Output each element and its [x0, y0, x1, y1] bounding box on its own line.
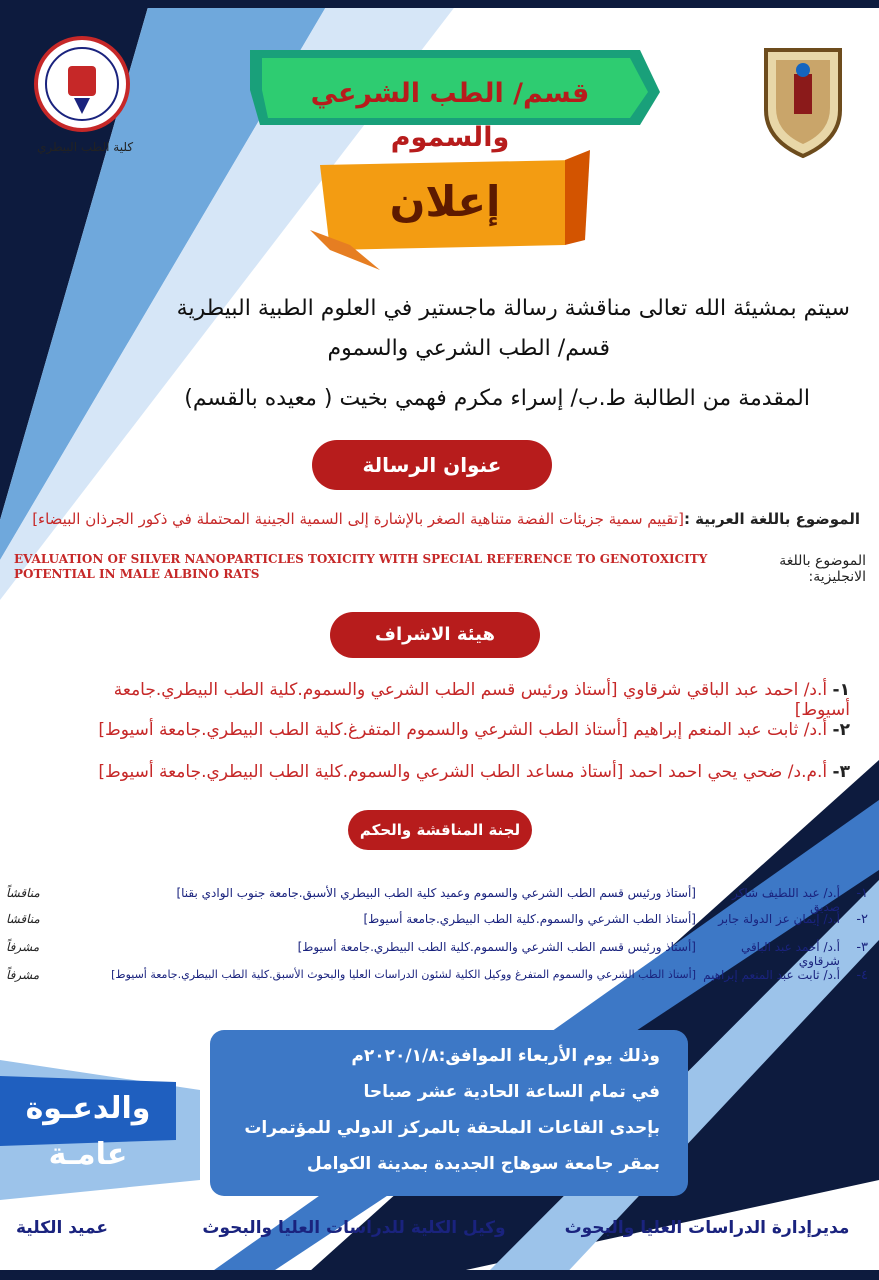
- thesis-arabic-label: الموضوع باللغة العربية :: [683, 510, 860, 528]
- committee-number: ٢-: [856, 912, 868, 927]
- left-logo-caption: كلية الطب البيطري: [36, 140, 134, 154]
- announcement-title: إعلان: [389, 177, 501, 226]
- signature-vice-dean: وكيل الكلية للدراسات العليا والبحوث: [202, 1218, 506, 1238]
- thesis-arabic-text: [تقييم سمية جزيئات الفضة متناهية الصغر بالإشارة إلى السمية الجينية المحتملة في ذكور الجرذان البيضاء]: [32, 510, 684, 528]
- committee-number: ٣-: [856, 940, 868, 955]
- supervisor-text: أ.د/ ثابت عبد المنعم إبراهيم [أستاذ الطب الشرعي والسموم المتفرغ.كلية الطب البيطري.جامعة أسيوط]: [98, 720, 828, 740]
- department-banner: قسم/ الطب الشرعي والسموم: [310, 78, 590, 153]
- invitation-banner: والدعـوة عامـة: [25, 1091, 151, 1172]
- thesis-english-label: الموضوع باللغة الانجليزية:: [779, 553, 866, 585]
- committee-role: [أستاذ الطب الشرعي والسموم.كلية الطب البيطري.جامعة أسيوط]: [363, 912, 696, 926]
- intro-line-2: قسم/ الطب الشرعي والسموم: [327, 336, 610, 361]
- committee-role: [أستاذ الطب الشرعي والسموم المتفرغ ووكيل الكلية لشئون الدراسات العليا والبحوث الأسبق.كلية الطب البيطري.جامعة أسيوط]: [111, 968, 696, 981]
- university-logo: [760, 40, 846, 160]
- committee-status: مشرفاً: [6, 968, 40, 982]
- supervisor-item: [60, 680, 850, 720]
- committee-name: أ.د/ ثابت عبد المنعم إبراهيم: [703, 968, 840, 982]
- committee-heading: لجنة المناقشة والحكم: [359, 821, 521, 839]
- committee-name: أ.د/ عبد اللطيف شاكر صديق: [732, 886, 840, 914]
- schedule-venue: بإحدى القاعات الملحقة بالمركز الدولي للمؤتمرات: [244, 1118, 660, 1138]
- committee-status: مناقشاً: [6, 886, 40, 900]
- thesis-arabic-title: [10, 510, 860, 528]
- thesis-heading: عنوان الرسالة: [362, 453, 502, 477]
- supervisor-number: ٢-: [832, 720, 850, 740]
- faculty-logo: [30, 36, 134, 132]
- supervisor-text: أ.د/ احمد عبد الباقي شرقاوي [أستاذ ورئيس قسم الطب الشرعي والسموم.كلية الطب البيطري.جامعة أسيوط]: [113, 680, 850, 720]
- intro-line-3: المقدمة من الطالبة ط.ب/ إسراء مكرم فهمي بخيت ( معيده بالقسم): [184, 386, 810, 411]
- supervisor-number: ٣-: [832, 762, 850, 782]
- committee-status: مشرفاً: [6, 940, 40, 954]
- committee-role: [أستاذ ورئيس قسم الطب الشرعي والسموم.كلية الطب البيطري.جامعة أسيوط]: [297, 940, 696, 954]
- thesis-english-title: EVALUATION OF SILVER NANOPARTICLES TOXICITY WITH SPECIAL REFERENCE TO GENOTOXICITY POTENTIAL IN MALE ALBINO RATS: [14, 552, 708, 581]
- schedule-location: بمقر جامعة سوهاج الجديدة بمدينة الكوامل: [306, 1154, 660, 1174]
- committee-number: ٤-: [856, 968, 868, 983]
- committee-name: أ.د/ إيمان عز الدولة جابر: [718, 912, 840, 926]
- signature-director: مديرإدارة الدراسات العليا والبحوث: [564, 1218, 850, 1238]
- committee-name: أ.د/ أحمد عبد الباقي شرقاوي: [740, 940, 840, 968]
- supervision-heading: هيئة الاشراف: [375, 624, 495, 645]
- committee-role: [أستاذ ورئيس قسم الطب الشرعي والسموم وعميد كلية الطب البيطري الأسبق.جامعة جنوب الوادي بقنا]: [176, 886, 696, 900]
- supervisor-text: أ.م.د/ ضحي يحي احمد احمد [أستاذ مساعد الطب الشرعي والسموم.كلية الطب البيطري.جامعة أسيوط]: [98, 762, 828, 782]
- signature-dean: عميد الكلية: [16, 1218, 108, 1238]
- committee-number: ١-: [856, 886, 868, 901]
- supervisor-item: [60, 720, 850, 740]
- schedule-time: في تمام الساعة الحادية عشر صباحا: [363, 1082, 660, 1102]
- supervisor-item: [60, 762, 850, 782]
- intro-line-1: سيتم بمشيئة الله تعالى مناقشة رسالة ماجستير في العلوم الطبية البيطرية: [176, 296, 850, 321]
- committee-status: مناقشا: [6, 912, 40, 926]
- schedule-date: وذلك يوم الأربعاء الموافق:٢٠٢٠/١/٨م: [351, 1046, 660, 1066]
- supervisor-number: ١-: [832, 680, 850, 700]
